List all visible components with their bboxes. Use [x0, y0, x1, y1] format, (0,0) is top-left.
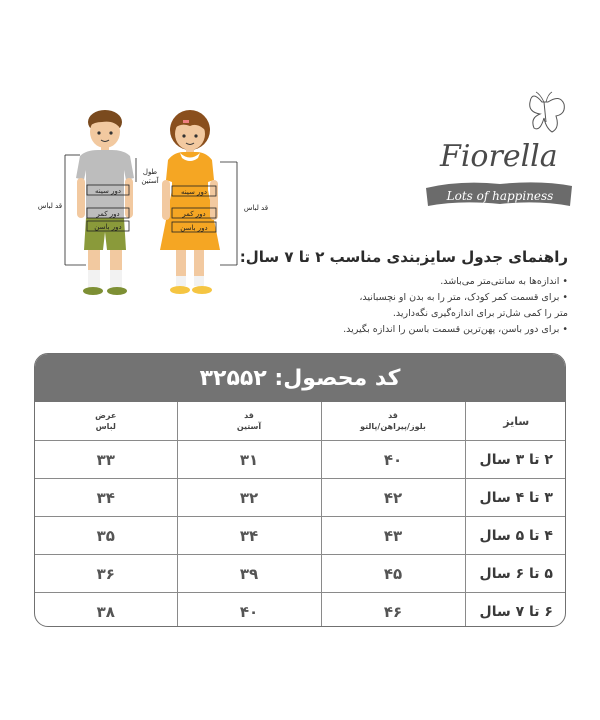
sleeve-length-cell: ۳۴	[177, 517, 321, 555]
table-row	[35, 593, 566, 628]
boy-length-label: قد لباس	[37, 202, 63, 210]
guide-title: راهنمای جدول سایزبندی مناسب ۲ تا ۷ سال:	[239, 248, 568, 266]
body-length-cell: ۴۶	[321, 593, 465, 628]
butterfly-icon	[420, 88, 580, 218]
girl-waist-label: دور کمر	[182, 210, 206, 218]
brand-tagline: Lots of happiness	[446, 189, 554, 203]
boy-sleeve-label-2: آستین	[141, 177, 159, 185]
size-table	[34, 353, 566, 627]
brand-name: Fiorella	[440, 139, 558, 174]
width-cell: ۳۵	[35, 517, 177, 555]
width-cell: ۳۸	[96, 602, 115, 621]
sleeve-length-cell: ۳۱	[177, 441, 321, 479]
size-cell: ۶ تا ۷ سال	[465, 593, 566, 628]
width-cell: ۳۴	[35, 479, 177, 517]
table-header-row	[35, 402, 566, 441]
body-length-cell: ۴۳	[321, 517, 465, 555]
table-row	[35, 555, 566, 593]
size-cell: ۳ تا ۴ سال	[465, 479, 566, 517]
sleeve-length-cell: ۴۰	[177, 593, 321, 628]
product-code-header: کد محصول: ۳۲۵۵۲	[35, 354, 565, 402]
girl-chest-label: دور سینه	[181, 188, 207, 196]
table-row	[35, 441, 566, 479]
sleeve-length-cell: ۳۹	[177, 555, 321, 593]
size-cell: ۴ تا ۵ سال	[465, 517, 566, 555]
column-header-width: عرض لباس	[35, 402, 177, 441]
girl-length-label: قد لباس	[243, 204, 269, 212]
girl-hip-label: دور باسن	[180, 224, 208, 232]
column-header-size: سایز	[465, 402, 566, 441]
size-cell: ۵ تا ۶ سال	[465, 555, 566, 593]
width-cell: ۳۳	[35, 441, 177, 479]
size-chart-table	[35, 402, 566, 627]
guide-note: • برای دور باسن، پهن‌ترین قسمت باسن را اندازه بگیرید.	[343, 324, 568, 335]
body-length-cell: ۴۲	[321, 479, 465, 517]
boy-sleeve-label-1: طول	[142, 168, 158, 176]
sleeve-length-cell: ۳۲	[177, 479, 321, 517]
size-guide-info	[28, 248, 568, 338]
table-row	[35, 517, 566, 555]
boy-waist-label: دور کمر	[96, 210, 120, 218]
size-cell: ۲ تا ۳ سال	[465, 441, 566, 479]
guide-note: • اندازه‌ها به سانتی‌متر می‌باشد.	[440, 276, 568, 287]
boy-hip-label: دور باسن	[94, 223, 122, 231]
width-cell: ۳۶	[35, 555, 177, 593]
guide-note: متر را کمی شل‌تر برای اندازه‌گیری نگه‌دارید.	[392, 308, 568, 319]
boy-chest-label: دور سینه	[95, 187, 121, 195]
column-header-body-length: قد بلوز/پیراهن/پالتو	[321, 402, 465, 441]
body-length-cell: ۴۵	[321, 555, 465, 593]
table-row	[35, 479, 566, 517]
body-length-cell: ۴۰	[321, 441, 465, 479]
guide-notes	[28, 274, 568, 338]
column-header-sleeve-length: قد آستین	[177, 402, 321, 441]
brand-logo	[420, 88, 580, 218]
guide-note: • برای قسمت کمر کودک، متر را به بدن او نچسبانید،	[359, 292, 568, 303]
